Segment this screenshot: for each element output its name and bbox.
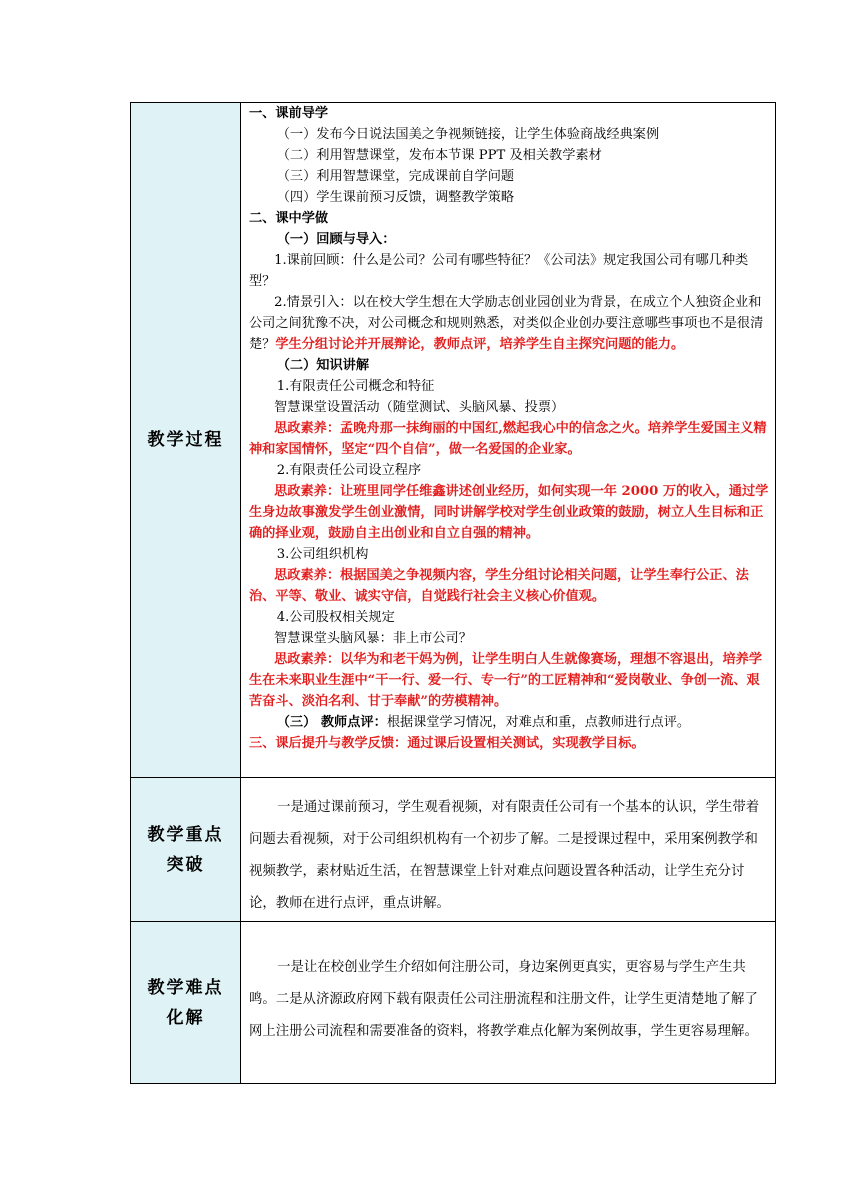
- section-in-class-title: 二、课中学做: [249, 211, 329, 226]
- label-key-points-line1: 教学重点: [147, 824, 224, 845]
- row-teaching-process: [131, 103, 776, 778]
- teacher-review: [249, 712, 769, 733]
- label-teaching-process-text: 教学过程: [147, 430, 224, 450]
- label-key-points-line2: 突破: [166, 854, 205, 875]
- label-difficulties: [131, 922, 241, 1084]
- lesson-plan-table: [130, 102, 776, 1084]
- row-difficulties: [131, 922, 776, 1084]
- label-difficulties-line2: 化解: [166, 1007, 205, 1028]
- section-pre-class-title: 一、课前导学: [249, 106, 329, 121]
- knowledge-3-title: 3.公司组织机构: [276, 547, 369, 562]
- knowledge-1-title: 1.有限责任公司概念和特征: [276, 379, 435, 394]
- pre-class-item-4: （四）学生课前预习反馈，调整教学策略: [276, 190, 515, 205]
- knowledge-3-ideology: 思政素养：根据国美之争视频内容，学生分组讨论相关问题，让学生奉行公正、法治、平等、敬业、诚实守信，自觉践行社会主义核心价值观。: [249, 568, 749, 604]
- pre-class-item-2: （二）利用智慧课堂，发布本节课 PPT 及相关教学素材: [276, 148, 602, 163]
- content-difficulties: [241, 922, 776, 1084]
- in-class-scenario: [249, 292, 769, 355]
- teacher-review-title: （三） 教师点评：: [276, 715, 387, 730]
- knowledge-2-ideology: 思政素养：让班里同学任维鑫讲述创业经历，如何实现一年 2000 万的收入，通过学生身边故事激发学生创业激情，同时讲解学校对学生创业政策的鼓励，树立人生目标和正确的择业观，鼓励自主出创业和自立自强的精神。: [249, 484, 769, 541]
- pre-class-item-1: （一）发布今日说法国美之争视频链接，让学生体验商战经典案例: [276, 127, 660, 142]
- knowledge-1-activity: 智慧课堂设置活动（随堂测试、头脑风暴、投票）: [274, 400, 565, 415]
- label-key-points: [131, 778, 241, 922]
- difficulties-text: 一是让在校创业学生介绍如何注册公司，身边案例更真实，更容易与学生产生共鸣。二是从济源政府网下载有限责任公司注册流程和注册文件，让学生更清楚地了解了网上注册公司流程和需要准备的资料，将教学难点化解为案例故事，学生更容易理解。: [249, 960, 758, 1039]
- scenario-text: 2.情景引入：以在校大学生想在大学励志创业园创业为背景，在成立个人独资企业和公司之间犹豫不决，对公司概念和规则熟悉，对类似企业创办要注意哪些事项也不是很清楚？: [249, 295, 764, 352]
- key-points-text: 一是通过课前预习，学生观看视频，对有限责任公司有一个基本的认识，学生带着问题去看视频，对于公司组织机构有一个初步了解。二是授课过程中，采用案例教学和视频教学，素材贴近生活，在智慧课堂上针对难点问题设置各种活动，让学生充分讨论，教师在进行点评，重点讲解。: [249, 800, 760, 911]
- knowledge-2-title: 2.有限责任公司设立程序: [276, 463, 422, 478]
- knowledge-4-ideology: 思政素养：以华为和老干妈为例，让学生明白人生就像赛场，理想不容退出，培养学生在未来职业生涯中“干一行、爱一行、专一行”的工匠精神和“爱岗敬业、争创一流、艰苦奋斗、淡泊名利、甘于奉献”的劳模精神。: [249, 652, 763, 709]
- in-class-review-title: （一）回顾与导入：: [276, 232, 396, 247]
- knowledge-4-title: 4.公司股权相关规定: [276, 610, 395, 625]
- section-after-class: 三、课后提升与教学反馈：通过课后设置相关测试，实现教学目标。: [249, 736, 645, 751]
- in-class-review-text: 1.课前回顾：什么是公司？公司有哪些特征？《公司法》规定我国公司有哪几种类型？: [249, 253, 749, 289]
- row-key-points: [131, 778, 776, 922]
- scenario-emphasis: 学生分组讨论并开展辩论，教师点评，培养学生自主探究问题的能力。: [275, 337, 685, 352]
- label-difficulties-line1: 教学难点: [147, 977, 224, 998]
- knowledge-4-activity: 智慧课堂头脑风暴：非上市公司？: [274, 631, 472, 646]
- content-teaching-process: [241, 103, 776, 778]
- label-teaching-process: [131, 103, 241, 778]
- knowledge-title: （二）知识讲解: [276, 358, 370, 373]
- content-key-points: [241, 778, 776, 922]
- teacher-review-text: 根据课堂学习情况，对难点和重，点教师进行点评。: [386, 715, 691, 730]
- pre-class-item-3: （三）利用智慧课堂，完成课前自学问题: [276, 169, 515, 184]
- knowledge-1-ideology: 思政素养：孟晚舟那一抹绚丽的中国红,燃起我心中的信念之火。培养学生爱国主义精神和家国情怀，坚定“四个自信”，做一名爱国的企业家。: [249, 421, 767, 457]
